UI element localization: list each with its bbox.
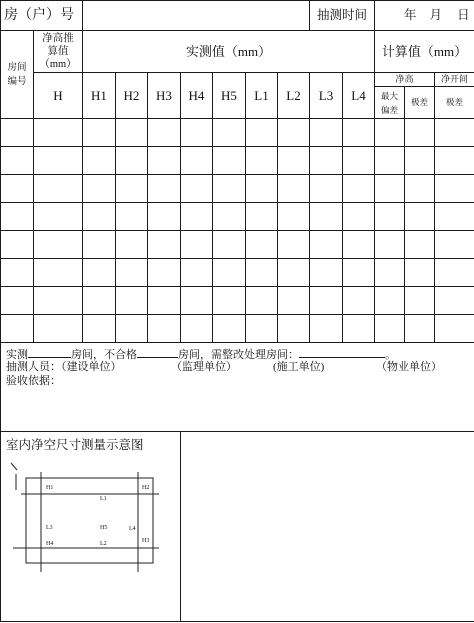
cell-l3 [310,231,343,259]
cell-room-id [1,287,34,315]
cell-h5 [213,119,246,147]
cell-l3 [310,175,343,203]
cell-height-range [405,315,435,343]
cell-h1 [83,287,116,315]
point-label-h2: H2 [142,485,150,491]
height-estimate-label-line-1: 净高推 [42,33,74,44]
cell-h [34,231,83,259]
notes-section [1,343,474,432]
cell-h4 [181,147,213,175]
form-footer [1,343,474,622]
cell-l4 [343,119,375,147]
unqualified-label: 房间，不合格 [71,349,137,361]
cell-h3 [148,147,181,175]
table-row [1,287,474,315]
year-label: 年 [404,8,417,23]
diagram-section [1,432,181,622]
table-row [1,259,474,287]
cell-l3 [310,147,343,175]
column-header-h5: H5 [213,73,246,119]
cell-width-range [435,175,474,203]
cell-l1 [246,315,278,343]
cell-h4 [181,287,213,315]
cell-h [34,203,83,231]
cell-l4 [343,259,375,287]
supervision-unit-label: （监理单位） [171,361,237,373]
max-deviation-label-line-2: 偏差 [381,104,399,115]
unqualified-rooms-blank [137,346,178,358]
month-label: 月 [429,8,443,23]
room-id-header [1,31,34,119]
cell-h1 [83,119,116,147]
cell-h2 [116,287,148,315]
cell-max-deviation [375,119,405,147]
cell-height-range [405,259,435,287]
cell-h4 [181,231,213,259]
cell-h4 [181,119,213,147]
cell-max-deviation [375,259,405,287]
cell-l2 [278,231,310,259]
cell-width-range [435,287,474,315]
cell-room-id [1,231,34,259]
calculated-values-header: 计算值（mm） [375,31,474,73]
cell-l1 [246,203,278,231]
cell-h2 [116,259,148,287]
max-deviation-label-line-1: 最大 [381,90,399,101]
cell-h2 [116,315,148,343]
cell-h [34,315,83,343]
column-header-l1: L1 [246,73,278,119]
cell-l2 [278,119,310,147]
cell-h3 [148,259,181,287]
table-row [1,315,474,343]
column-header-h1: H1 [83,73,116,119]
cell-h3 [148,119,181,147]
cell-width-range [435,119,474,147]
cell-h4 [181,175,213,203]
room-id-label-line-2: 编号 [7,76,27,87]
column-header-l2: L2 [278,73,310,119]
cell-height-range [405,147,435,175]
cell-h4 [181,315,213,343]
point-label-h3: H3 [142,538,150,544]
diagram-title: 室内净空尺寸测量示意图 [6,438,144,452]
blank-area [181,432,474,622]
cell-room-id [1,203,34,231]
day-label: 日 [457,8,470,23]
room-id-label-line-1: 房间 [7,62,27,73]
table-row [1,203,474,231]
cell-h1 [83,259,116,287]
cell-height-range [405,231,435,259]
column-header-row [1,73,474,87]
cell-max-deviation [375,147,405,175]
cell-h [34,259,83,287]
table-row [1,147,474,175]
measured-prefix: 实测 [6,349,28,361]
cell-l4 [343,175,375,203]
form-header [1,1,474,119]
cell-l3 [310,203,343,231]
construction-unit-label: (施工单位) [273,361,325,373]
cell-l2 [278,175,310,203]
cell-h5 [213,287,246,315]
cell-height-range [405,203,435,231]
net-width-header: 净开间 [435,73,474,87]
inspection-time-label: 抽测时间 [310,1,375,31]
height-range-header: 极差 [405,87,435,119]
width-range-header: 极差 [435,87,474,119]
cell-l4 [343,315,375,343]
point-label-l3: L3 [46,525,53,531]
pointer-arrow-line [11,463,17,470]
cell-height-range [405,119,435,147]
inspectors-label: 抽测人员：（建设单位） [6,361,122,373]
room-number-label: 房（户）号 [1,1,83,31]
cell-l3 [310,119,343,147]
diagram-container [1,432,181,621]
cell-h [34,287,83,315]
column-header-l3: L3 [310,73,343,119]
cell-l1 [246,119,278,147]
inspectors-line [6,360,474,374]
column-header-h: H [34,73,83,119]
cell-room-id [1,259,34,287]
cell-max-deviation [375,287,405,315]
cell-h [34,147,83,175]
cell-l1 [246,259,278,287]
cell-h1 [83,147,116,175]
cell-h4 [181,203,213,231]
cell-h [34,175,83,203]
acceptance-basis-line [6,374,474,388]
cell-l3 [310,287,343,315]
cell-h5 [213,203,246,231]
point-label-l1: L1 [100,496,107,502]
cell-h1 [83,203,116,231]
group-header-row [1,31,474,73]
column-header-h4: H4 [181,73,213,119]
property-unit-label: （物业单位） [376,361,442,373]
notes-row [1,343,474,432]
cell-h4 [181,259,213,287]
cell-room-id [1,175,34,203]
cell-h5 [213,231,246,259]
rectify-rooms-blank [299,346,385,358]
measured-rooms-blank [28,346,71,358]
cell-max-deviation [375,231,405,259]
table-row [1,119,474,147]
cell-l2 [278,259,310,287]
cell-max-deviation [375,203,405,231]
inspection-date-field [375,1,474,31]
cell-l2 [278,287,310,315]
cell-h3 [148,287,181,315]
point-label-h4: H4 [46,541,54,547]
cell-h5 [213,175,246,203]
room-measurement-diagram [1,432,181,621]
point-label-h1: H1 [46,485,54,491]
result-summary-line [6,346,474,360]
cell-h3 [148,175,181,203]
cell-width-range [435,231,474,259]
diagram-row [1,432,474,622]
cell-h5 [213,315,246,343]
cell-room-id [1,147,34,175]
cell-l4 [343,147,375,175]
cell-l2 [278,147,310,175]
cell-height-range [405,287,435,315]
table-row [1,231,474,259]
form-title-row [1,1,474,31]
acceptance-basis-label: 验收依据： [6,375,61,387]
cell-l1 [246,231,278,259]
cell-width-range [435,147,474,175]
cell-l4 [343,231,375,259]
cell-h3 [148,203,181,231]
cell-height-range [405,175,435,203]
height-estimate-label-line-2: 算值 [47,46,69,57]
cell-l1 [246,287,278,315]
measurement-rows [1,119,474,343]
cell-l4 [343,203,375,231]
cell-width-range [435,259,474,287]
cell-h2 [116,231,148,259]
cell-l4 [343,287,375,315]
table-row [1,175,474,203]
net-height-header: 净高 [375,73,435,87]
column-header-l4: L4 [343,73,375,119]
cell-h2 [116,119,148,147]
cell-room-id [1,119,34,147]
cell-h3 [148,231,181,259]
cell-h5 [213,147,246,175]
cell-room-id [1,315,34,343]
cell-max-deviation [375,175,405,203]
point-label-l4: L4 [129,526,136,532]
cell-l1 [246,175,278,203]
column-header-h2: H2 [116,73,148,119]
cell-l2 [278,315,310,343]
cell-h2 [116,175,148,203]
cell-h5 [213,259,246,287]
cell-h3 [148,315,181,343]
cell-h [34,119,83,147]
measured-values-header: 实测值（mm） [83,31,375,73]
cell-h1 [83,231,116,259]
cell-h2 [116,203,148,231]
cell-l3 [310,315,343,343]
height-estimate-label-line-3: （mm） [39,59,77,70]
diagram-lines [11,463,159,572]
room-number-field [83,1,310,31]
cell-max-deviation [375,315,405,343]
cell-l3 [310,259,343,287]
cell-width-range [435,203,474,231]
point-label-l2: L2 [100,541,107,547]
height-estimate-header [34,31,83,73]
cell-h1 [83,175,116,203]
column-header-h3: H3 [148,73,181,119]
rectify-label: 房间，需整改处理房间： [178,349,299,361]
max-deviation-header [375,87,405,119]
cell-l2 [278,203,310,231]
cell-l1 [246,147,278,175]
summary-period: 。 [385,349,396,361]
point-label-h5: H5 [100,525,108,531]
cell-h2 [116,147,148,175]
cell-h1 [83,315,116,343]
cell-width-range [435,315,474,343]
